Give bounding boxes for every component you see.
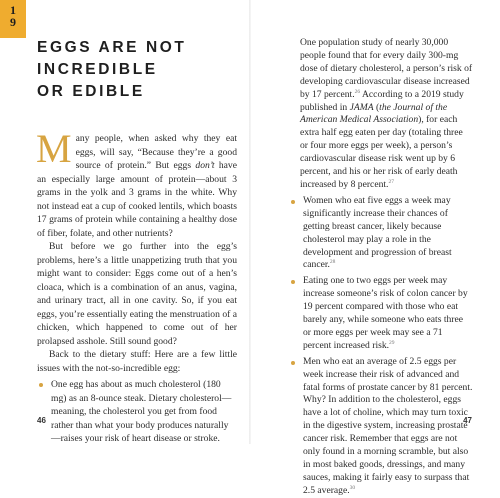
bullet-list-left — [37, 378, 237, 446]
footnote-ref: 27 — [388, 178, 394, 185]
bullet-item — [289, 195, 473, 272]
drop-cap: M — [36, 126, 72, 171]
right-page-body — [289, 37, 473, 498]
footnote-ref: 28 — [329, 259, 336, 266]
left-page-body — [36, 126, 237, 446]
chapter-title-line-3: OR EDIBLE — [37, 83, 145, 100]
journal-name: JAMA — [349, 101, 374, 113]
footnote-ref: 29 — [389, 339, 395, 346]
bullet-item — [289, 356, 473, 498]
continued-text-a: One population study of nearly 30,000 people found that for every daily 300-mg dose of dietary cholesterol, a person’s risk of developing cardiovascular disease increased by 17 percent. — [300, 37, 473, 100]
journal-full-name: the Journal of the American Medical Association — [300, 101, 448, 126]
bullet-item: One egg has about as much cholesterol (180 mg) as an 8-ounce steak. Dietary cholesterol—meaning, the cholesterol you get from food rather than what your body produces naturally—raises your risk of heart disease or stroke. — [37, 378, 237, 446]
page-number-right: 47 — [463, 416, 472, 425]
chapter-title-line-2: INCREDIBLE — [37, 61, 158, 78]
page-number-left: 46 — [37, 416, 46, 425]
paragraph-1 — [36, 126, 237, 240]
bullet-list-right — [289, 195, 473, 498]
paragraph-2: But before we go further into the egg’s problems, here’s a little unappetizing truth that you might want to consider: Eggs come out of a hen’s cloaca, which is a combination of an anus, vagina, and urinary tract, all in one cavity. So, if you eat eggs, you’re essentially eating the menstruation of a chicken, which happened to come out of her prolapsed asshole. Still sound good? — [37, 241, 237, 347]
chapter-title-line-1: EGGS ARE NOT — [37, 39, 187, 56]
paragraph-3: Back to the dietary stuff: Here are a few little issues with the not-so-incredible egg: — [37, 349, 237, 374]
chapter-digit-2: 9 — [10, 15, 16, 29]
bullet-item — [289, 275, 473, 352]
footnote-ref: 30 — [349, 484, 356, 491]
chapter-title — [37, 37, 237, 103]
paragraph-1-italic: don’t — [195, 160, 215, 171]
chapter-number-tab — [0, 0, 26, 38]
bullet-text: Men who eat an average of 2.5 eggs per week increase their risk of advanced and fatal forms of prostate cancer by 81 percent. Why? In addition to the cholesterol, eggs have a lot of choline, which may turn toxic in the digestive system, increasing prostate cancer risk. Remember that eggs are not only found in a morning scramble, but also in most baked goods, dressings, and many sauces, making it fairly easy to surpass that 2.5 average. — [303, 355, 473, 496]
continued-text-b: According to a 2019 study published in — [300, 88, 464, 113]
paren-open: ( — [373, 101, 380, 113]
paragraph-1-rest: have an especially large amount of protein—about 3 grams in the yolk and 3 grams in the white. Why not instead eat a cup of cooked lentils, which boasts 17 grams of protein while containing a healthy dose of fiber, folate, and other nutrients? — [37, 160, 237, 239]
bullet-text: Women who eat five eggs a week may significantly increase their chances of getting breast cancer, likely because cholesterol may play a role in the development and progression of breast cancer. — [303, 194, 452, 271]
page-gutter — [249, 0, 251, 444]
footnote-ref: 26 — [354, 88, 361, 95]
continued-text-c: ), for each extra half egg eaten per day (totaling three or four more eggs per week), a person’s cardiovascular disease risk went up by 6 percent, and his or her risk of early death increased by 8 percent. — [300, 114, 463, 190]
continued-paragraph — [289, 37, 473, 192]
paragraph-1-text: any people, when asked why they eat eggs, will say, “Because they’re a good source of protein.” But eggs — [75, 133, 237, 171]
bullet-text: Eating one to two eggs per week may increase someone’s risk of colon cancer by 19 percent compared with those who eat barely any, while someone who eats three or more eggs per week may see a 71 percent increased risk. — [303, 275, 468, 351]
chapter-digit-1: 1 — [10, 3, 16, 17]
